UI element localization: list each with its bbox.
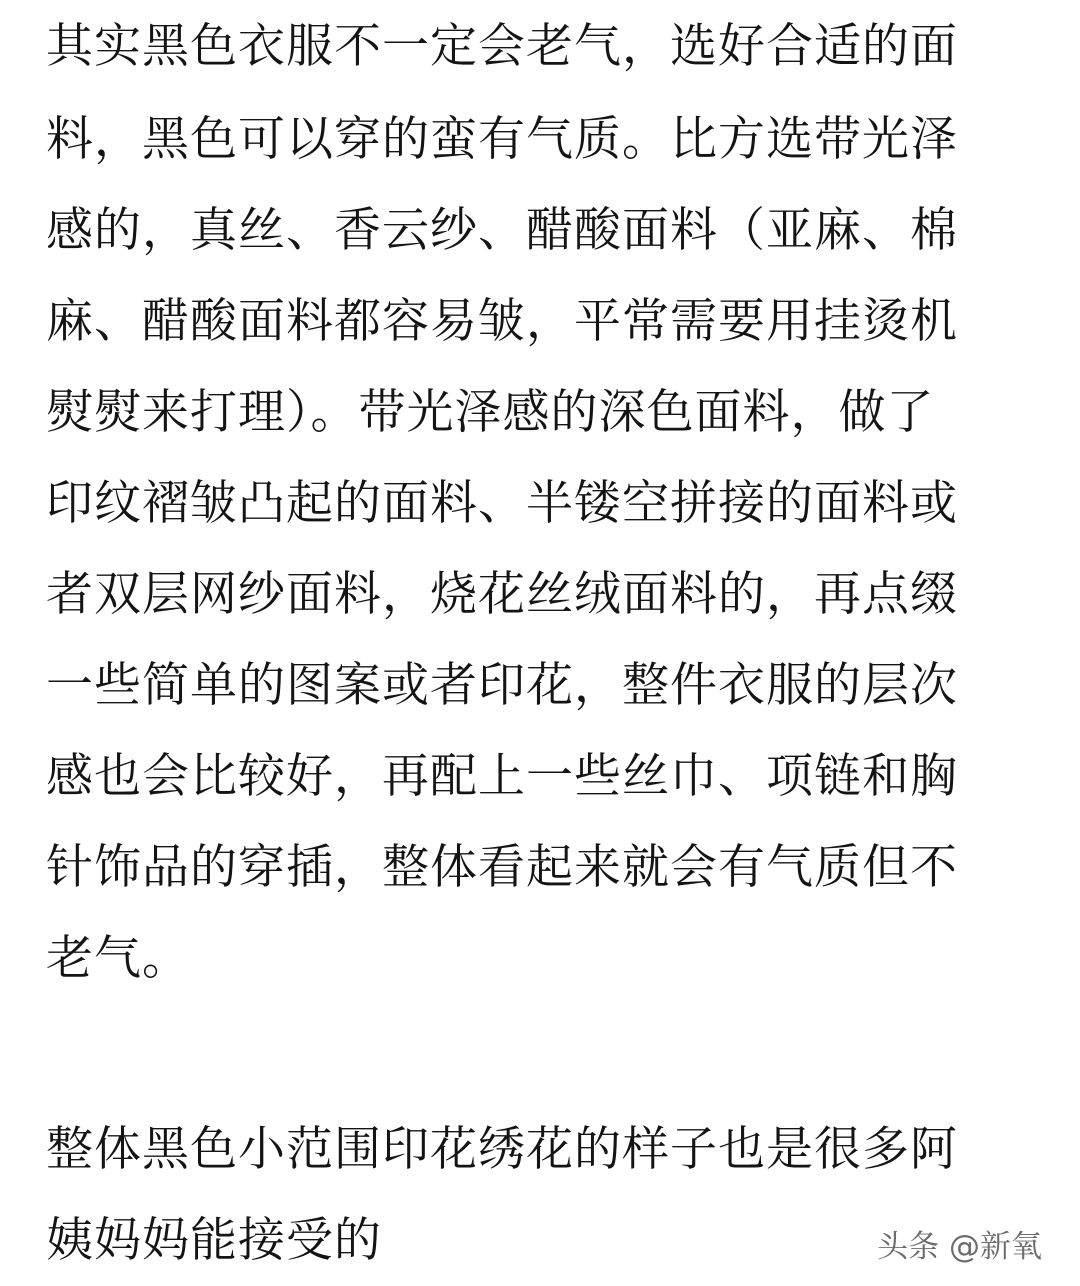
text-line: 其实黑色衣服不一定会老气，选好合适的面: [46, 19, 958, 74]
paragraph-spacer: [46, 1004, 1046, 1104]
article-body: [46, 0, 1046, 1286]
text-line: 印纹褶皱凸起的面料、半镂空拼接的面料或: [46, 476, 958, 531]
paragraph-1: [46, 0, 1046, 1004]
text-line: 一些简单的图案或者印花，整件衣服的层次: [46, 658, 958, 713]
text-line: 姨妈妈能接受的: [46, 1213, 382, 1268]
text-line: 感的，真丝、香云纱、醋酸面料（亚麻、棉: [46, 203, 958, 258]
text-line: 熨熨来打理）。带光泽感的深色面料，做了: [46, 385, 935, 440]
watermark: 头条 @新氧: [877, 1229, 1042, 1265]
text-line: 料，黑色可以穿的蛮有气质。比方选带光泽: [46, 112, 958, 167]
text-line: 针饰品的穿插，整体看起来就会有气质但不: [46, 840, 958, 895]
text-line: 整体黑色小范围印花绣花的样子也是很多阿: [46, 1122, 958, 1177]
text-line: 麻、醋酸面料都容易皱，平常需要用挂烫机: [46, 294, 958, 349]
text-line: 老气。: [46, 931, 190, 986]
text-line: 者双层网纱面料，烧花丝绒面料的，再点缀: [46, 567, 958, 622]
text-line: 感也会比较好，再配上一些丝巾、项链和胸: [46, 749, 958, 804]
